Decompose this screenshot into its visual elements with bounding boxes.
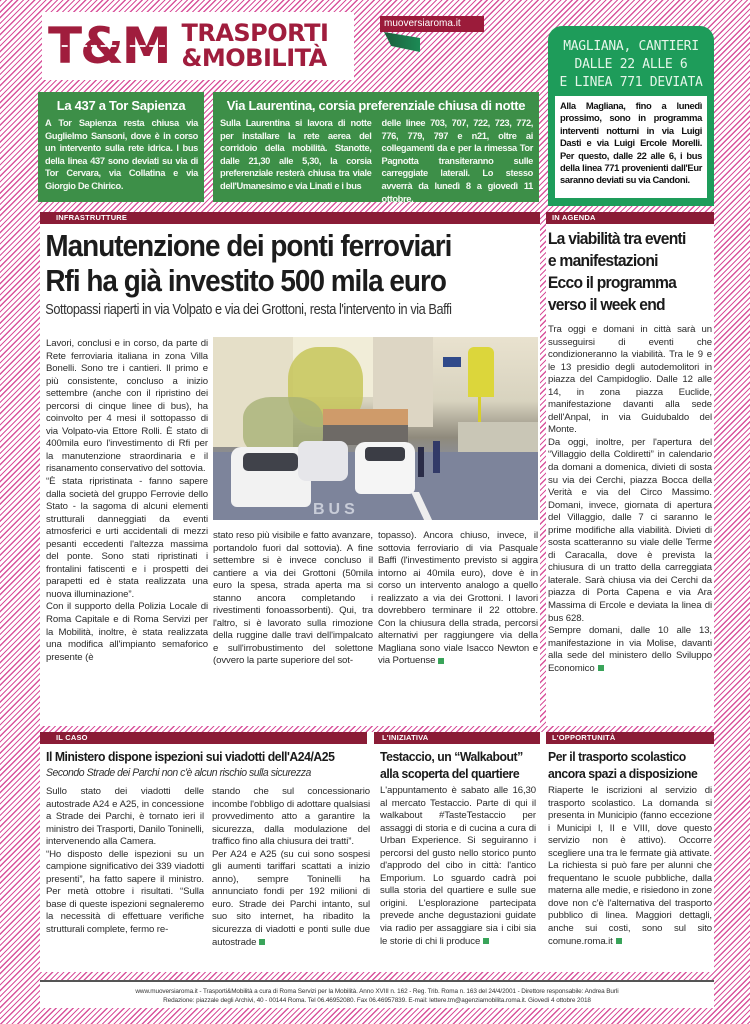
- brief-laurentina: [213, 92, 539, 202]
- footer-line-1: www.muoversiaroma.it - Trasporti&Mobilità a cura di Roma Servizi per la Mobilità. Anno XVIII n. 162 - Reg. Trib. Roma n. 163 del 24/4/2001 - Direttore responsabile: Andrea Burli: [135, 988, 619, 995]
- logo-mark: T&M: [48, 17, 170, 75]
- logo-line-1: TRASPORTI: [181, 19, 329, 47]
- brief-title: La 437 a Tor Sapienza: [56, 98, 186, 113]
- opportunita-article: L'OPPORTUNITÀ Per il trasporto scolastico ancora spazi a disposizione Riaperte le iscrizioni al servizio di trasporto scolastico. La domanda si presenta in Municipio (fanno eccezione i Municipi I, II e VIII, dove questo servizio non è attivo). Occorre scegliere una tra le fermate già attivate. La richiesta si può fare per alunni che frequentano le scuole pubbliche, dalla materna alle medie, e risiedono in zone dove non c'è l'alternativa del trasporto pubblico di linea. Maggiori dettagli, anche sui costi, sono sul sito comune.roma.it: [548, 733, 712, 947]
- article-subhead: Sottopassi riaperti in via Volpato e via dei Grottoni, resta l'intervento in via Baffi: [45, 302, 452, 318]
- agenda-body: Tra oggi e domani in città sarà un susseguirsi di eventi che condizioneranno la viabilità. Tra le 9 e le 13 presidio degli autodemolitori in piazza del Campidoglio. Dalle 12 alle 14, in zona piazza Euclide, manifestazione davanti alla sede dell'Anpal, in via Guidubaldo del Monte. Da oggi, inoltre, per l'apertura del “Villaggio della Coldiretti” in calendario da domani a domenica, divieti di sosta su via dei Cerchi, piazza Bocca della Verità e via del Circo Massimo. Domani, invece, giornata di apertura del Villaggio, dalle 7 ci saranno le prime modifiche alla viabilità. Divieti di sosta scatteranno su viale delle Terme di Caracalla, dove è prevista la chiusura di un tratto della carreggiata laterale. Sarà chiusa via dei Cerchi da piazza di Porta Capena e via Ara Massima di Ercole e deviata la linea di bus 628. Sempre domani, dalle 10 alle 13, manifestazione in via Molise, davanti alla sede del ministero dello Sviluppo Economico: [548, 324, 712, 674]
- article-col-2: stato reso più visibile e fatto avanzare, portandolo fuori dal sottovia). A fine settembre si è invece concluso il cantiere a via dei Grottoni (50mila euro la spesa, strada aperta ma si stanno ancora completando i rivestimenti fonoassorbenti). Qui, tra l'altro, si è lavorato sulla rimozione della ruggine dalle travi dell'impalcato e sull'irrobustimento del solettone (ovvero la parte superiore del sot-: [213, 530, 373, 667]
- colophon-footer: [40, 980, 714, 1008]
- end-mark-icon: [483, 938, 489, 944]
- iniziativa-article: L'INIZIATIVA Testaccio, un “Walkabout” alla scoperta del quartiere L'appuntamento è sabato alle 16,30 al mercato Testaccio. Parte di qui il walkabout #TasteTestaccio per assaggi di storia e di cucina a cura di Urban Experience. Si seguiranno i percorsi del gusto nello storico punto d'approdo del cibo in città: l'antico Emporium. Lo sguardo cadrà poi sulla storia del quartiere e sulle sue origini. L'esplorazione partecipata prevede anche degustazioni guidate via radio per assaggiare sia i cibi sia le storie di chi li produce: [374, 732, 540, 948]
- footer-line-2: Redazione: piazzale degli Archivi, 40 - 00144 Roma. Tel 06.46952080. Fax 06.46957839. E-mail: lettere.tm@agenziamobilita.roma.it. Giovedì 4 ottobre 2018: [163, 997, 591, 1004]
- brief-body: A Tor Sapienza resta chiusa via Guglielmo Sansoni, dove è in corso un intervento sulla rete idrica. I bus della linea 437 sono deviati su via di Tor Cervara, via Collatina e via Giorgio De Chirico.: [45, 118, 198, 191]
- headline-line-2: Rfi ha già investito 500 mila euro: [45, 263, 446, 298]
- section-kicker: L'INIZIATIVA: [374, 732, 540, 744]
- brief-body-col1: Sulla Laurentina si lavora di notte per installare la rete aerea del corridoio della mobilità. Stanotte, dalle 21,30 alle 5,30, la corsia preferenziale resterà chiusa tra viale dell'Umanesimo e via Linati e i bus: [220, 118, 372, 191]
- caso-subhead: Secondo Strade dei Parchi non c'è alcun rischio sulla sicurezza: [46, 767, 311, 779]
- caso-col-2: stando che sul concessionario incombe l'obbligo di adottare qualsiasi provvedimento atto a garantire la sicurezza, dalla modulazione del traffico fino alla chiusura dei tratti”. Per A24 e A25 (su cui sono sospesi gli aumenti tariffari scattati a inizio anno), sempre Toninelli ha annunciato fondi per 192 milioni di euro. Strade dei Parchi intanto, sul suo sito internet, ha ribadito la sicurezza di viadotti e ponti sulle due autostrade: [212, 786, 370, 948]
- road-marking: BUS: [313, 501, 359, 518]
- brief-title: Via Laurentina, corsia preferenziale chiusa di notte: [226, 98, 526, 113]
- agenda-headline: La viabilità tra eventi e manifestazioni Ecco il programma verso il week end: [547, 229, 686, 314]
- sign-body: Alla Magliana, fino a lunedì prossimo, sono in programma interventi notturni in via Luigi Dasti e via Luigi Ercole Morelli. Per questo, dalle 22 alle 6, i bus della linea 771 provenienti dall'Eur saranno deviati su via Candoni.: [555, 96, 707, 198]
- opportunita-body: Riaperte le iscrizioni al servizio di trasporto scolastico. La domanda si presenta in Municipio (fanno eccezione i Municipi I, II e VIII, dove questo servizio non è attivo). Occorre scegliere una tra le fermate già attivate. La richiesta si può fare per alunni che frequentano le scuole pubbliche, dalla materna alle medie, e risiedono in zone dove non c'è l'alternativa del trasporto pubblico di linea. Maggiori dettagli, anche sui costi, sono sul sito comune.roma.it: [548, 785, 712, 947]
- sign-title: MAGLIANA, CANTIERI DALLE 22 ALLE 6 E LINEA 771 DEVIATA: [559, 39, 703, 90]
- end-mark-icon: [438, 658, 444, 664]
- iniziativa-body: L'appuntamento è sabato alle 16,30 al mercato Testaccio. Parte di qui il walkabout #TasteTestaccio per assaggi di storia e di cucina a cura di Urban Experience. Si seguiranno i percorsi del gusto nello storico punto d'approdo del cibo in città: l'antico Emporium. Lo sguardo cadrà poi sulla storia del quartiere e sulle sue origini. L'esplorazione partecipata prevede anche degustazioni guidate via radio per assaggiare sia i cibi sia le storie di chi li produce: [380, 785, 536, 947]
- headline-line-1: Manutenzione dei ponti ferroviari: [45, 228, 452, 263]
- section-kicker: IL CASO: [40, 732, 367, 744]
- brief-body-col2: delle linee 703, 707, 722, 723, 772, 776, 779, 797 e n21, oltre ai collegamenti da e per la rimessa Tor Pagnotta transiteranno sulle carreggiate laterali. Lo stesso avverrà da lunedì 8 a giovedì 11 ottobre.: [381, 118, 533, 204]
- site-link[interactable]: muoversiaroma.it: [380, 16, 484, 32]
- logo-line-2: &MOBILITÀ: [181, 44, 327, 72]
- caso-article: [40, 732, 367, 779]
- magliana-sign-box: [548, 26, 714, 206]
- article-col-3: topasso). Ancora chiuso, invece, il sottovia ferroviario di via Pasquale Baffi (l'investimento previsto si aggira intorno ai 40mila euro), dove è in corso un intervento analogo a quello realizzato a via dei Grottoni. I lavori dovrebbero terminare il 22 ottobre. Con la chiusura della strada, percorsi alternativi per raggiungere via della Magliana sono viale Isacco Newton e via Portuense: [378, 530, 538, 667]
- end-mark-icon: [616, 938, 622, 944]
- logo-wordmark: [181, 21, 328, 71]
- article-col-1: Lavori, conclusi e in corso, da parte di Rete ferroviaria italiana in zona Villa Bonelli. Sono tre i cantieri. Il primo e più consistente, concluso a inizio settembre (anche con il ripristino dei percorsi di cinque linee di bus), ha coinvolto per 4 mesi il sottopasso di via Volpato-via Ettore Rolli. È stato di 400mila euro l'investimento di Rfi per la manutenzione straordinaria e il risanamento conservativo del sottovia. “È stata ripristinata - fanno sapere dalla società del gruppo Ferrovie dello Stato - la sagoma di alcuni elementi strutturali danneggiati da eventi atmosferici e urti accidentali di mezzi pesanti eccedenti l'altezza massima del ponte. Sono stati ripristinati i frontalini fatiscenti e i prospetti dei parapetti ed è stata realizzata una nuova illuminazione”. Con il supporto della Polizia Locale di Roma Capitale e di Roma Servizi per la Mobilità, inoltre, è stata realizzata una modifica all'impianto semaforico presente (è: [46, 338, 208, 663]
- caso-headline: Il Ministero dispone ispezioni sui viadotti dell'A24/A25: [46, 749, 335, 764]
- article-photo: [213, 337, 538, 520]
- ribbon-flag-icon: [384, 32, 420, 52]
- section-kicker: L'OPPORTUNITÀ: [546, 732, 714, 744]
- brief-tor-sapienza: [38, 92, 204, 202]
- end-mark-icon: [259, 939, 265, 945]
- agenda-article: [546, 212, 714, 726]
- masthead-logo: [42, 12, 354, 80]
- section-kicker: IN AGENDA: [546, 212, 714, 224]
- caso-col-1: Sullo stato dei viadotti delle autostrade A24 e A25, in concessione a Strade dei Parchi, è tornato ieri il ministro dei Trasporti, Danilo Toninelli, intervenendo alla Camera. “Ho disposto delle ispezioni su un campione significativo dei 339 viadotti presenti”, ha fatto sapere il ministro. Per metà ottobre i risultati. “Sulla base di queste ispezioni segnaleremo la necessità di effettuare verifiche strutturali complete, fermo re-: [46, 786, 204, 936]
- end-mark-icon: [598, 665, 604, 671]
- section-kicker: INFRASTRUTTURE: [40, 212, 540, 224]
